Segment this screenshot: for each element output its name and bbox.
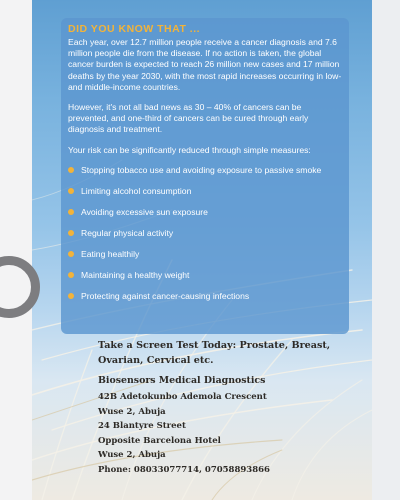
- did-you-know-heading: DID YOU KNOW THAT ...: [68, 23, 201, 35]
- statistics-paragraph: Each year, over 12.7 million people receive a cancer diagnosis and 7.6 million people die from the disease. If no action is taken, the global cancer burden is expected to reach 26 million new cases and 17 million deaths by the year 2030, with the most rapid increases occurring in low- and middle-income countries.: [68, 37, 342, 92]
- bullet-icon: [68, 167, 74, 173]
- address-line: Wuse 2, Abuja: [98, 450, 166, 461]
- risk-intro-paragraph: Your risk can be significantly reduced through simple measures:: [68, 144, 311, 155]
- address-line: 42B Adetokunbo Ademola Crescent: [98, 392, 267, 402]
- address-line: Opposite Barcelona Hotel: [98, 435, 221, 446]
- list-item: [68, 270, 344, 281]
- prevention-paragraph: However, it's not all bad news as 30 – 40% of cancers can be prevented, and one-third of cancers can be cured through early diagnosis and treatment.: [68, 102, 309, 135]
- info-content: [68, 23, 344, 312]
- bullet-icon: [68, 188, 74, 194]
- measures-list: [68, 165, 344, 302]
- screen-test-tagline: Take a Screen Test Today: Prostate, Breast, Ovarian, Cervical etc.: [98, 340, 331, 366]
- list-item-text: Eating healthily: [81, 248, 140, 259]
- bullet-icon: [68, 251, 74, 257]
- list-item-text: Regular physical activity: [81, 227, 174, 238]
- list-item-text: Stopping tobacco use and avoiding exposure to passive smoke: [81, 164, 322, 175]
- list-item: [68, 249, 344, 260]
- list-item: [68, 207, 344, 218]
- address-line: 24 Blantyre Street: [98, 421, 186, 432]
- bullet-icon: [68, 293, 74, 299]
- list-item: [68, 186, 344, 197]
- address-line: Wuse 2, Abuja: [98, 406, 166, 417]
- contact-block: [98, 338, 368, 478]
- bullet-icon: [68, 209, 74, 215]
- list-item-text: Protecting against cancer-causing infections: [81, 290, 250, 301]
- phone-line: Phone: 08033077714, 07058893866: [98, 464, 270, 475]
- list-item: [68, 228, 344, 239]
- list-item: [68, 291, 344, 302]
- bullet-icon: [68, 230, 74, 236]
- company-name: Biosensors Medical Diagnostics: [98, 375, 266, 386]
- list-item-text: Avoiding excessive sun exposure: [81, 206, 208, 217]
- bullet-icon: [68, 272, 74, 278]
- left-margin: [0, 0, 32, 500]
- list-item-text: Maintaining a healthy weight: [81, 269, 190, 280]
- list-item-text: Limiting alcohol consumption: [81, 185, 192, 196]
- list-item: [68, 165, 344, 176]
- right-margin: [372, 0, 400, 500]
